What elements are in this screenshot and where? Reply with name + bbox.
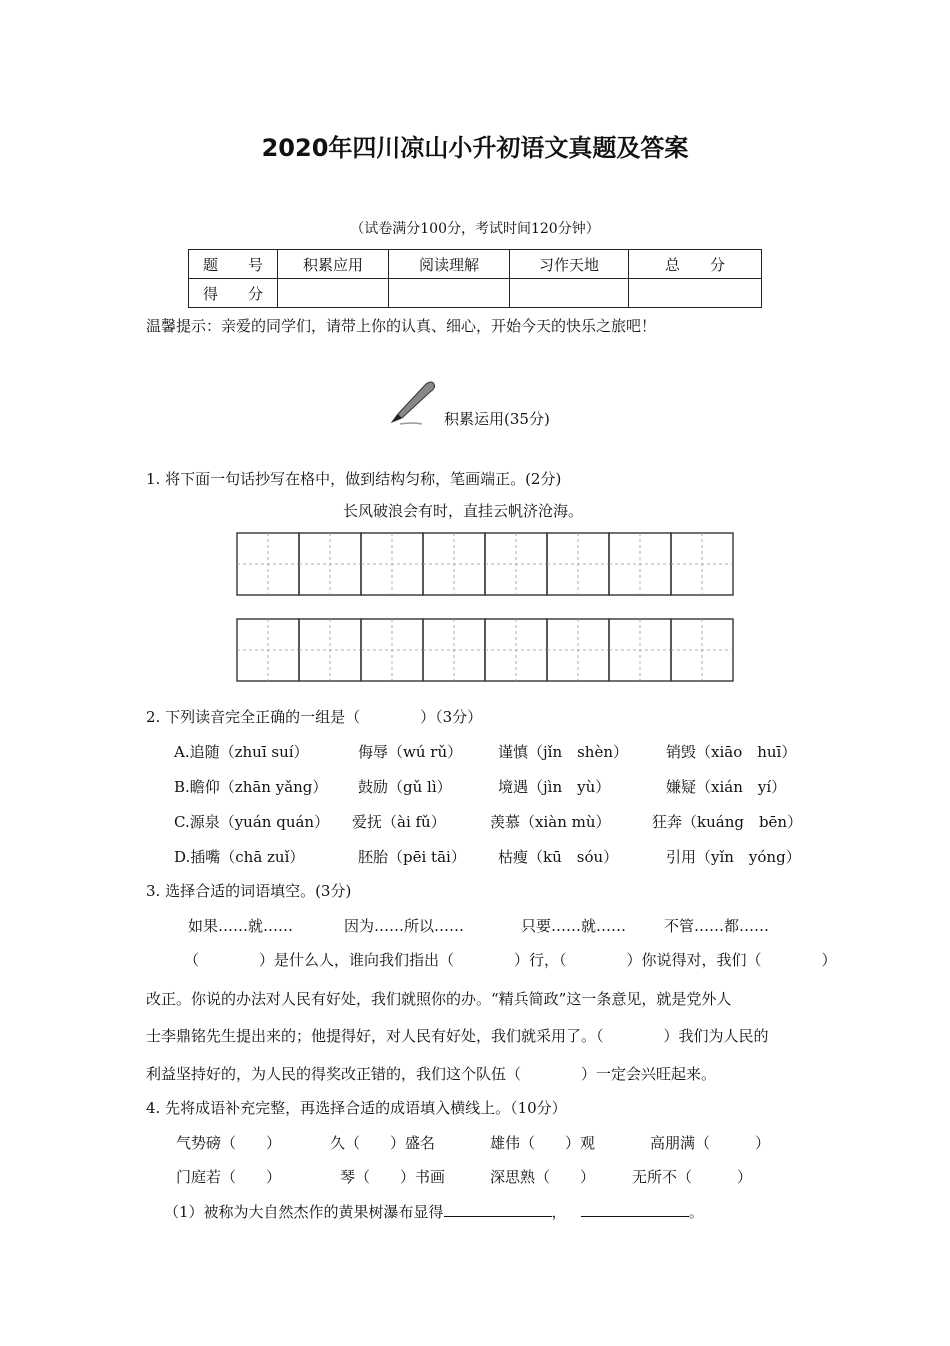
score-header-cell: 阅读理解 [389,250,510,279]
q3-stem: 3. 选择合适的词语填空。(3分) [146,882,352,900]
q2-option-item: A.追随（zhuī suí） [174,743,309,761]
exam-note: （试卷满分100分，考试时间120分钟） [350,221,600,237]
q2-option-item: 嫌疑（xián yí） [666,778,787,796]
writing-grid-1[interactable] [236,532,736,596]
tip-text: 温馨提示：亲爱的同学们，请带上你的认真、细心，开始今天的快乐之旅吧！ [146,317,657,335]
q4-idiom: 高朋满（ ） [650,1134,771,1152]
q2-option-item: B.瞻仰（zhān yǎng） [174,778,328,796]
q4-idiom: 雄伟（ ）观 [490,1134,596,1152]
q2-option-item: 侮辱（wú rǔ） [358,743,463,761]
q2-option-item: D.插嘴（chā zuǐ） [174,848,305,866]
score-header-cell: 题 号 [189,250,278,279]
q2-option-item: 引用（yǐn yóng） [666,848,801,866]
score-header-cell: 积累应用 [278,250,389,279]
answer-blank[interactable] [581,1202,689,1217]
writing-grid-2[interactable] [236,618,736,682]
score-cell[interactable] [389,279,510,308]
q4-stem: 4. 先将成语补充完整，再选择合适的成语填入横线上。（10分） [146,1099,567,1117]
q2-option-item: 鼓励（gǔ lì） [358,778,452,796]
score-cell[interactable] [629,279,762,308]
q4-idiom: 无所不（ ） [632,1168,753,1186]
q3-line: 改正。你说的办法对人民有好处，我们就照你的办。“精兵简政”这一条意见，就是党外人 [146,990,732,1008]
answer-blank[interactable] [444,1202,552,1217]
q2-option-item: 谨慎（jǐn shèn） [498,743,629,761]
section-title: 积累运用(35分) [444,410,550,428]
score-header-cell: 习作天地 [510,250,629,279]
q4-sub1-separator: ， [551,1203,567,1221]
q2-option-item: 销毁（xiāo huī） [666,743,797,761]
score-table-header-row [189,250,762,279]
q4-sub1-end: 。 [688,1203,704,1221]
score-table-score-row [189,279,762,308]
q4-idiom: 久（ ）盛名 [330,1134,436,1152]
q2-stem: 2. 下列读音完全正确的一组是（ ）（3分） [146,708,483,726]
q3-line: 士李鼎铭先生提出来的；他提得好，对人民有好处，我们就采用了。（ ）我们为人民的 [146,1027,769,1045]
q2-option-item: 爱抚（ài fǔ） [352,813,446,831]
pen-icon [386,378,440,432]
q3-choice: 因为……所以…… [344,917,465,935]
q4-idiom: 气势磅（ ） [176,1134,282,1152]
q1-sentence: 长风破浪会有时，直挂云帆济沧海。 [343,502,584,520]
q4-sub1-prefix: （1）被称为大自然杰作的黄果树瀑布显得 [164,1203,444,1221]
q4-idiom: 深思熟（ ） [490,1168,596,1186]
q4-idiom: 门庭若（ ） [176,1168,282,1186]
q3-choice: 如果……就…… [188,917,294,935]
q2-option-item: 狂奔（kuáng bēn） [652,813,803,831]
q3-choice: 只要……就…… [521,917,627,935]
q2-option-item: 境遇（jìn yù） [498,778,611,796]
q2-option-item: 羡慕（xiàn mù） [490,813,611,831]
q2-option-item: 胚胎（pēi tāi） [358,848,466,866]
page-title: 2020年四川凉山小升初语文真题及答案 [261,134,689,162]
q2-option-item: C.源泉（yuán quán） [174,813,330,831]
q3-line: 利益坚持好的，为人民的得奖改正错的，我们这个队伍（ ）一定会兴旺起来。 [146,1065,717,1083]
score-cell[interactable] [278,279,389,308]
q3-line: （ ）是什么人，谁向我们指出（ ）行，（ ）你说得对，我们（ ） [184,951,837,969]
score-row-label: 得 分 [189,279,278,308]
score-header-cell: 总 分 [629,250,762,279]
q2-option-item: 枯瘦（kū sóu） [498,848,619,866]
q3-choice: 不管……都…… [664,917,770,935]
q4-sub1 [164,1201,704,1222]
q1-stem: 1. 将下面一句话抄写在格中，做到结构匀称，笔画端正。(2分) [146,470,562,488]
score-table [188,249,762,308]
score-cell[interactable] [510,279,629,308]
q4-idiom: 琴（ ）书画 [340,1168,446,1186]
